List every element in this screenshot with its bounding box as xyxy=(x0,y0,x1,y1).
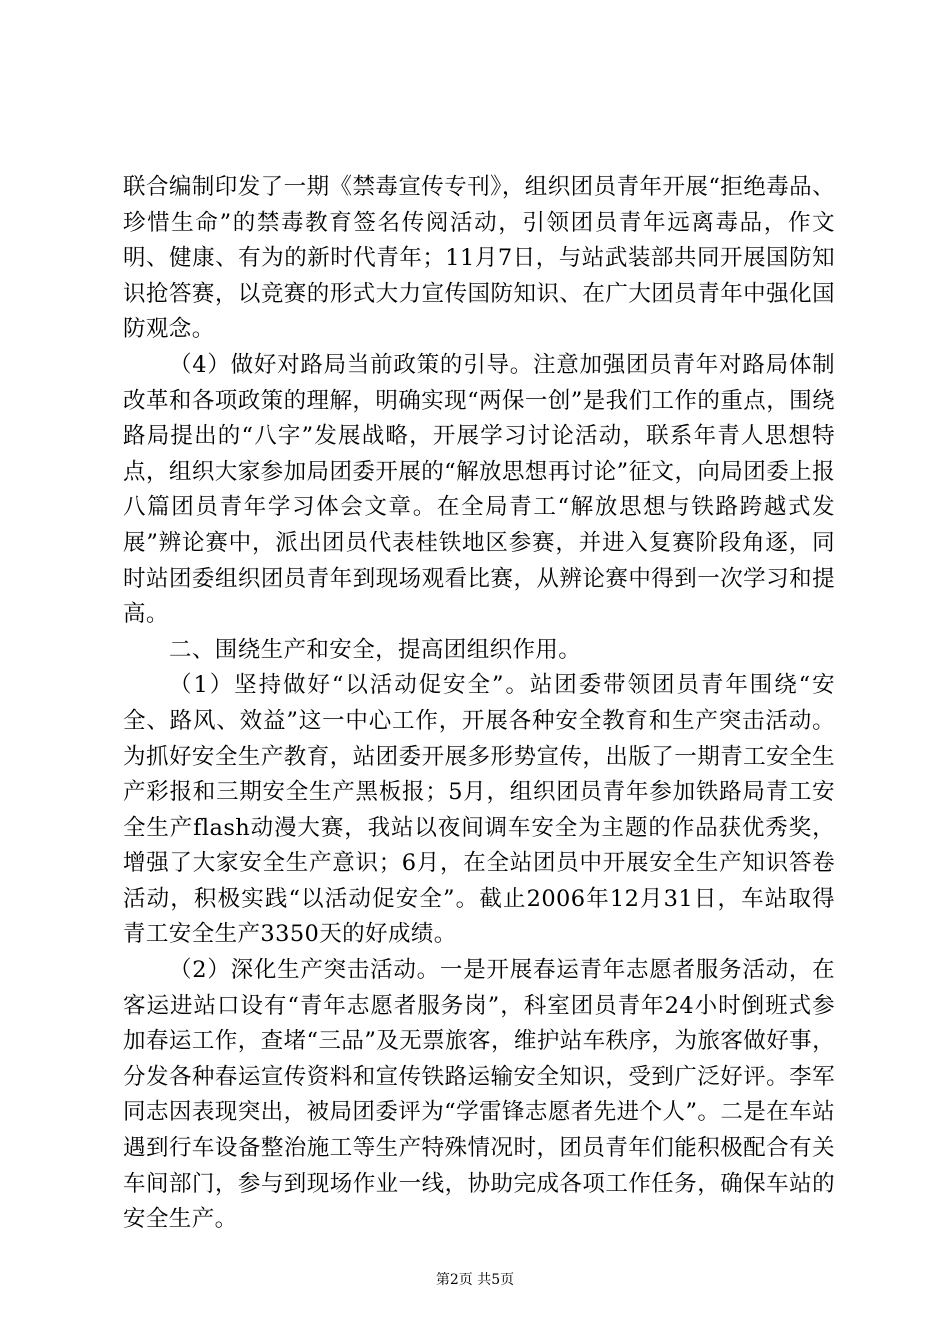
section-heading-production-safety: 二、围绕生产和安全，提高团组织作用。 xyxy=(169,636,582,663)
paragraph-safety-activities: （1）坚持做好“以活动促安全”。站团委带领团员青年围绕“安全、路风、效益”这一中心工作，开展各种安全教育和生产突击活动。为抓好安全生产教育，站团委开展多形势宣传，出版了一期青工安全生产彩报和三期安全生产黑板报；5月，组织团员青年参加铁路局青工安全生产flash动漫大赛，我站以夜间调车安全为主题的作品获优秀奖，增强了大家安全生产意识；6月，在全站团员中开展安全生产知识答卷活动，积极实践“以活动促安全”。截止2006年12月31日，车站取得青工安全生产3350天的好成绩。 xyxy=(123,672,835,948)
page-number-footer: 第2页 共5页 xyxy=(435,1272,515,1288)
paragraph-anti-drug-continuation: 联合编制印发了一期《禁毒宣传专刊》，组织团员青年开展“拒绝毒品、珍惜生命”的禁毒教育签名传阅活动，引领团员青年远离毒品，作文明、健康、有为的新时代青年；11月7日，与站武装部共同开展国防知识抢答赛，以竞赛的形式大力宣传国防知识、在广大团员青年中强化国防观念。 xyxy=(123,174,835,343)
paragraph-policy-guidance: （4）做好对路局当前政策的引导。注意加强团员青年对路局体制改革和各项政策的理解，明确实现“两保一创”是我们工作的重点，围绕路局提出的“八字”发展战略，开展学习讨论活动，联系年青人思想特点，组织大家参加局团委开展的“解放思想再讨论”征文，向局团委上报八篇团员青年学习体会文章。在全局青工“解放思想与铁路跨越式发展”辨论赛中，派出团员代表桂铁地区参赛，并进入复赛阶段角逐，同时站团委组织团员青年到现场观看比赛，从辨论赛中得到一次学习和提高。 xyxy=(123,351,835,628)
paragraph-production-assault: （2）深化生产突击活动。一是开展春运青年志愿者服务活动，在客运进站口设有“青年志愿者服务岗”，科室团员青年24小时倒班式参加春运工作，查堵“三品”及无票旅客，维护站车秩序，为旅客做好事，分发各种春运宣传资料和宣传铁路运输安全知识，受到广泛好评。李军同志因表现突出，被局团委评为“学雷锋志愿者先进个人”。二是在车站遇到行车设备整治施工等生产特殊情况时，团员青年们能积极配合有关车间部门，参与到现场作业一线，协助完成各项工作任务，确保车站的安全生产。 xyxy=(123,957,835,1233)
document-body xyxy=(123,170,835,1238)
